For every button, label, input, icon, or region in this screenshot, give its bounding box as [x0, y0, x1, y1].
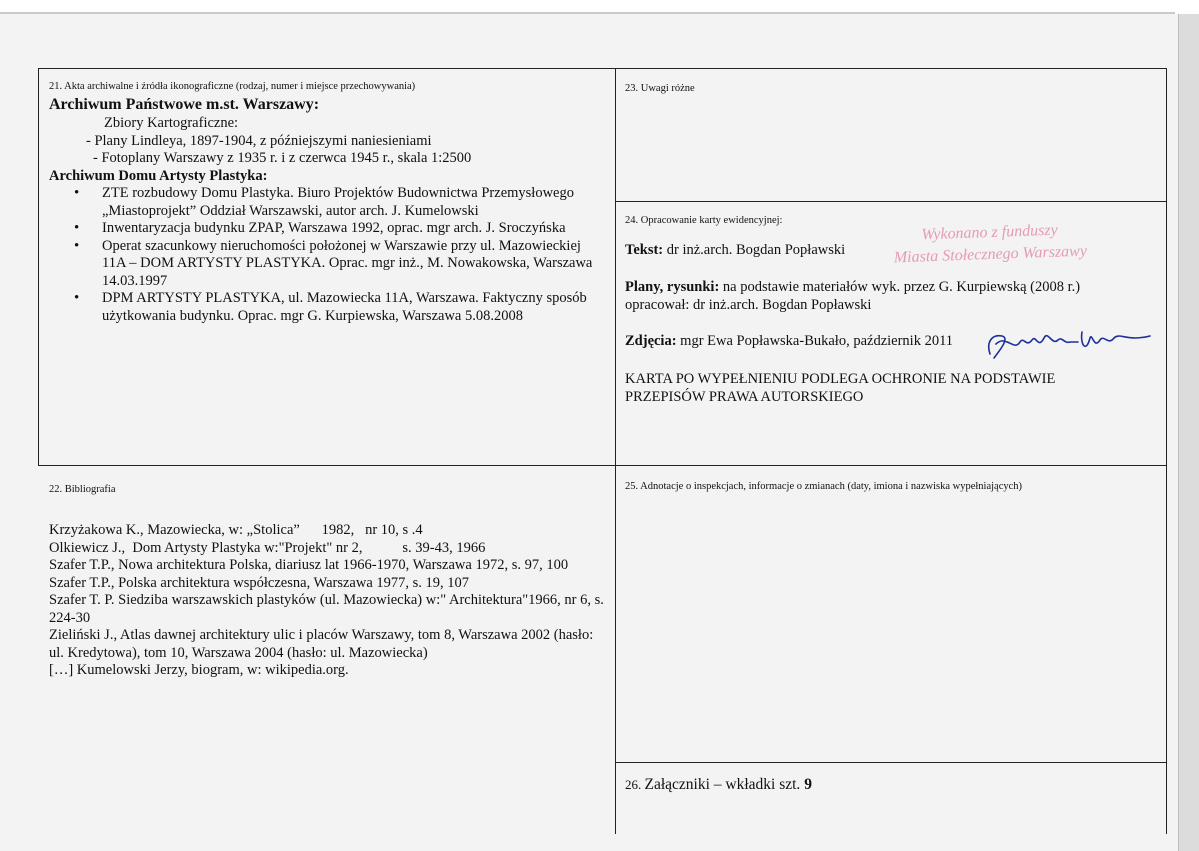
- list-item: • ZTE rozbudowy Domu Plastyka. Biuro Projektów Budownictwa Przemysłowego „Miastoprojekt” Oddział Warszawski, autor arch. J. Kumelowski: [74, 185, 599, 220]
- column-divider: [615, 68, 616, 834]
- rule-23-24: [616, 201, 1166, 202]
- plans-value: na podstawie materiałów wyk. przez G. Kurpiewską (2008 r.) opracował: dr inż.arch. Bogdan Popławski: [625, 279, 1081, 313]
- cell-24-title: 24. Opracowanie karty ewidencyjnej:: [625, 215, 783, 226]
- archive-2-heading: Archiwum Domu Artysty Plastyka:: [49, 167, 268, 184]
- cell-21-content: [49, 95, 609, 325]
- plans-line: [625, 279, 1115, 314]
- table-left-rule: [38, 68, 39, 465]
- signature-stroke: [989, 332, 1150, 358]
- list-item: • Inwentaryzacja budynku ZPAP, Warszawa 1992, oprac. mgr arch. J. Sroczyńska: [74, 220, 599, 238]
- archive-1-item: - Plany Lindleya, 1897-1904, z późniejszymi naniesieniami: [86, 132, 432, 149]
- photos-label: Zdjęcia:: [625, 333, 677, 349]
- text-value: dr inż.arch. Bogdan Popławski: [663, 242, 846, 258]
- table-right-rule: [1166, 68, 1167, 834]
- stamp-line: Miasta Stołecznego Warszawy: [893, 242, 1088, 267]
- archive-2-list: [49, 185, 599, 325]
- attachments-line: [625, 776, 812, 794]
- funding-stamp: [869, 218, 1110, 270]
- photos-value: mgr Ewa Popławska-Bukało, październik 2011: [676, 333, 954, 349]
- bibliography-list: [49, 522, 604, 680]
- plans-label: Plany, rysunki:: [625, 279, 720, 295]
- list-item: Zieliński J., Atlas dawnej architektury ulic i placów Warszawy, tom 8, Warszawa 2002 (hasło: ul. Kredytowa), tom 10, Warszawa 2004 (hasło: ul. Mazowiecka): [49, 627, 594, 661]
- list-item: Olkiewicz J., Dom Artysty Plastyka w:"Projekt" nr 2, s. 39-43, 1966: [49, 539, 486, 556]
- list-item: Szafer T.P., Polska architektura współczesna, Warszawa 1977, s. 19, 107: [49, 574, 470, 591]
- scan-top-edge: [0, 12, 1175, 14]
- photos-line: [625, 333, 953, 351]
- archive-1-item: - Fotoplany Warszawy z 1935 r. i z czerwca 1945 r., skala 1:2500: [93, 150, 472, 166]
- table-top-rule: [38, 68, 1166, 69]
- rule-25-26: [616, 762, 1166, 763]
- copyright-notice: KARTA PO WYPEŁNIENIU PODLEGA OCHRONIE NA PODSTAWIE PRZEPISÓW PRAWA AUTORSKIEGO: [625, 371, 1056, 405]
- list-item: […] Kumelowski Jerzy, biogram, w: wikipedia.org.: [49, 662, 349, 678]
- scan-right-edge: [1178, 14, 1179, 851]
- stamp-line: Wykonano z funduszy: [921, 221, 1058, 244]
- scan-right-margin: [1179, 14, 1199, 851]
- list-item: Szafer T. P. Siedziba warszawskich plastyków (ul. Mazowiecka) w:" Architektura"1966, nr 6, s. 224-30: [49, 592, 604, 626]
- signature: [982, 324, 1154, 364]
- cell-22-title: 22. Bibliografia: [49, 484, 116, 495]
- attachments-count: 9: [804, 776, 812, 793]
- list-item: • Operat szacunkowy nieruchomości położonej w Warszawie przy ul. Mazowieckiej 11A – DOM ARTYSTY PLASTYKA. Oprac. mgr inż., M. Nowakowska, Warszawa 14.03.1997: [74, 238, 599, 291]
- cell-25-title: 25. Adnotacje o inspekcjach, informacje o zmianach (daty, imiona i nazwiska wypełniających): [625, 481, 1023, 492]
- attachments-label: Załączniki – wkładki szt.: [644, 776, 805, 793]
- archive-1-subheading: Zbiory Kartograficzne:: [104, 115, 239, 131]
- attachments-number: 26.: [625, 777, 645, 792]
- cell-21-title: 21. Akta archiwalne i źródła ikonograficzne (rodzaj, numer i miejsce przechowywania): [49, 81, 416, 92]
- cell-23-title: 23. Uwagi różne: [625, 83, 695, 94]
- archive-1-heading: Archiwum Państwowe m.st. Warszawy:: [49, 96, 320, 113]
- table-middle-rule: [38, 465, 1166, 466]
- list-item: • DPM ARTYSTY PLASTYKA, ul. Mazowiecka 11A, Warszawa. Faktyczny sposób użytkowania budynku. Oprac. mgr G. Kurpiewska, Warszawa 5.08.2008: [74, 290, 599, 325]
- list-item: Krzyżakowa K., Mazowiecka, w: „Stolica” 1982, nr 10, s .4: [49, 522, 423, 538]
- author-text-line: [625, 242, 885, 260]
- list-item: Szafer T.P., Nowa architektura Polska, diariusz lat 1966-1970, Warszawa 1972, s. 97, 100: [49, 557, 569, 573]
- text-label: Tekst:: [625, 242, 664, 258]
